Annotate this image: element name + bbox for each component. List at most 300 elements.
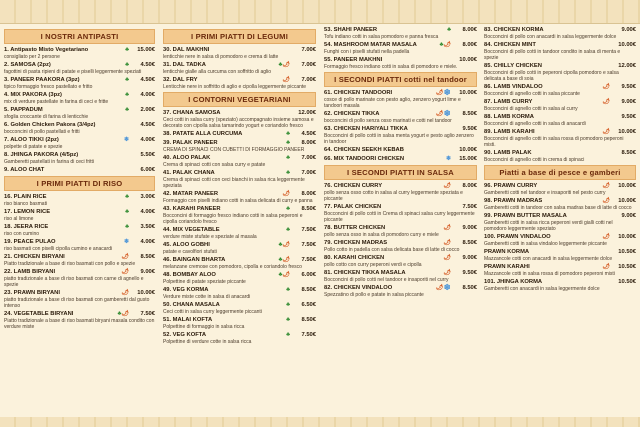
- menu-item-name: 79. CHICKEN MADRAS: [324, 239, 388, 246]
- section-title: I PRIMI PIATTI DI RISO: [4, 176, 155, 191]
- vegetarian-icon: ♣: [125, 61, 129, 68]
- menu-item-price: 7.00€: [301, 61, 316, 68]
- menu-item-name: 17. LEMON RICE: [4, 208, 51, 215]
- menu-item-price: 8.00€: [462, 41, 477, 48]
- menu-item: [324, 204, 477, 223]
- menu-item-name: 48. BOMBAY ALOO: [163, 271, 216, 278]
- menu-item-description: Ceci cotti in salsa curry (speziato) accompagnato insieme samosa e decorato con cipolla salsa tamarindo yogurt e coriandolo fresco: [163, 116, 314, 129]
- menu-item-price: 10.50€: [618, 263, 636, 270]
- menu-item: [4, 167, 155, 174]
- menu-item-name: 5. PAPPADUM: [4, 106, 43, 113]
- chili-pepper-icon: 🌶: [121, 253, 129, 260]
- menu-item-price: 12.00€: [618, 62, 636, 69]
- menu-item-name: 64. CHICKEN SEEKH KEBAB: [324, 146, 404, 153]
- menu-item-description: Gamberetti cotti nel tandoor e insaporiti nel pesto curry: [484, 189, 606, 196]
- menu-item-description: Bocconcini di pollo cotti in Crema di spinaci salsa curry leggermente piccante: [324, 210, 475, 223]
- menu-item-name: 19. PEACE PULAO: [4, 238, 56, 245]
- menu-item-price: 12.00€: [298, 109, 316, 116]
- vegetarian-icon: ♣: [125, 91, 129, 98]
- menu-item: [163, 242, 316, 255]
- menu-item: [324, 270, 477, 283]
- menu-item-price: 3.50€: [140, 223, 155, 230]
- vegetarian-icon: ♣: [286, 301, 290, 308]
- menu-item-name: 54. MASHROOM MATAR MASALA: [324, 41, 417, 48]
- menu-item-name: 76. CHICKEN CURRY: [324, 182, 383, 189]
- menu-item-description: Pollo cotto in padella con salsa delicata base di latte di cocco: [324, 246, 460, 253]
- menu-item-price: 8.50€: [462, 110, 477, 117]
- chili-pepper-icon: 🌶: [443, 254, 451, 261]
- vegetarian-icon: ♣: [125, 193, 129, 200]
- menu-item-price: 7.00€: [301, 76, 316, 83]
- menu-item-name: 50. CHANA MASALA: [163, 301, 220, 308]
- menu-item-price: 8.50€: [621, 149, 636, 156]
- menu-item: [4, 194, 155, 207]
- menu-item: [4, 122, 155, 135]
- frozen-icon: ❄: [123, 136, 129, 143]
- menu-item-price: 8.00€: [301, 190, 316, 197]
- menu-item-description: melanzane cremose con pomodoro, cipolla e coriandolo fresco: [163, 263, 302, 270]
- menu-item: [324, 183, 477, 202]
- menu-item-description: Gamberetti con anacardi in salsa leggermente dolce: [484, 285, 600, 292]
- menu-item-price: 8.50€: [301, 205, 316, 212]
- menu-item-description: sfoglia croccante di farina di lenticchie: [4, 113, 89, 120]
- menu-item-name: 84. CHICKEN MINT: [484, 41, 536, 48]
- menu-item-name: 8. JHINGA PAKORA (4/5pz): [4, 151, 79, 158]
- menu-item-name: 6. Golden Chicken Pakora (3/4pz): [4, 121, 96, 128]
- section-title: Piatti a base di pesce e gamberi: [484, 165, 636, 180]
- menu-item-name: 2. SAMOSA (2pz): [4, 61, 51, 68]
- vegetarian-icon: ♣: [439, 41, 444, 48]
- menu-item-description: lenticchie nere in salsa di pomodoro e crema di latte: [163, 53, 279, 60]
- menu-item-price: 7.00€: [301, 47, 316, 53]
- menu-column-1: [4, 27, 155, 419]
- menu-item: [324, 225, 477, 238]
- menu-item: [4, 77, 155, 90]
- vegetarian-icon: ♣: [125, 76, 129, 83]
- vegetarian-icon: ♣: [286, 130, 290, 137]
- menu-item-price: 4.00€: [140, 208, 155, 215]
- menu-item: [163, 62, 316, 75]
- menu-item-name: 62. CHICKEN TIKKA: [324, 110, 380, 117]
- chili-pepper-icon: 🌶: [435, 110, 444, 117]
- menu-item-price: 7.50€: [462, 203, 477, 210]
- chili-pepper-icon: 🌶: [282, 76, 290, 83]
- menu-item-price: 9.50€: [621, 113, 636, 120]
- menu-item: [4, 290, 155, 309]
- vegetarian-icon: ♣: [278, 61, 283, 68]
- menu-item-description: Mazzancole cotti in salsa rossa di pomodoro peperoni misti: [484, 270, 615, 277]
- chili-pepper-icon: 🌶: [121, 268, 129, 275]
- menu-item-price: 4.50€: [301, 130, 316, 137]
- vegetarian-icon: ♣: [125, 208, 129, 215]
- menu-item-description: Gamberetti cotti in tandoor con salsa madras base di latte di cocco: [484, 204, 632, 211]
- menu-item-description: pollo senza osso cotto in salsa al curry leggermente speziata e piccante: [324, 189, 463, 202]
- menu-item: [163, 302, 316, 315]
- menu-item-price: 9.50€: [621, 83, 636, 90]
- menu-item-price: 7.50€: [301, 256, 316, 263]
- menu-item-price: 15.00€: [459, 155, 477, 162]
- menu-item-description: verdure miste stufate e speziate al masala: [163, 233, 257, 240]
- menu-item-description: riso bianco basmati: [4, 200, 48, 207]
- menu-item: [484, 234, 636, 247]
- vegetarian-icon: ♣: [286, 331, 290, 338]
- menu-item-price: 4.00€: [140, 238, 155, 245]
- menu-item: [163, 257, 316, 270]
- menu-item-name: 81. CHICKEN TIKKA MASALA: [324, 269, 406, 276]
- menu-item-description: Formaggio fresco indiano cotti in salsa di pomodoro e miele.: [324, 63, 458, 70]
- menu-item-name: 42. MATAR PANEER: [163, 190, 219, 197]
- menu-item: [163, 110, 316, 129]
- menu-item-description: lenticchie gialle alla curcuma con soffritto di aglio: [163, 68, 272, 75]
- vegetarian-icon: ♣: [117, 310, 122, 317]
- frozen-icon: ❄: [443, 89, 451, 96]
- menu-item-description: Crema di spinaci cotti con ceci bianchi in salsa rica leggermente speziata: [163, 176, 305, 189]
- vegetarian-icon: ♣: [125, 106, 129, 113]
- menu-item-price: 7.50€: [301, 331, 316, 338]
- chili-pepper-icon: 🌶: [282, 271, 290, 278]
- menu-item: [484, 183, 636, 196]
- chili-pepper-icon: 🌶: [443, 41, 451, 48]
- menu-item-description: Bocconcini di agnello cotti in salsa al curry: [484, 105, 578, 112]
- menu-column-4: [484, 27, 636, 419]
- vegetarian-icon: ♣: [125, 223, 129, 230]
- menu-item: [484, 27, 636, 40]
- vegetarian-icon: ♣: [278, 256, 283, 263]
- menu-item-description: Bocconcini di pollo cotti in tandoor condito in salsa di menta e spezie: [484, 48, 621, 61]
- menu-item-price: 9.00€: [462, 254, 477, 261]
- menu-item-name: 83. CHICKEN KORMA: [484, 27, 544, 33]
- menu-item-name: 77. PALAK CHICKEN: [324, 203, 382, 210]
- menu-item-price: 10.00€: [618, 41, 636, 48]
- menu-item: [163, 47, 316, 60]
- menu-item-name: 49. VEG KORMA: [163, 286, 209, 293]
- menu-item-description: bocconcini di pollo pastellati e fritti: [4, 128, 80, 135]
- menu-item-price: 2.00€: [140, 106, 155, 113]
- menu-item-price: 7.50€: [140, 310, 155, 317]
- menu-item-price: 10.50€: [618, 278, 636, 285]
- menu-item: [163, 170, 316, 189]
- menu-item: [324, 111, 477, 124]
- menu-item-description: Bocconcini di pollo cotti in salsa menta yogurt e pesto aglio zenzero in tandoor: [324, 132, 474, 145]
- decorative-border-top: [0, 0, 640, 24]
- menu-item-name: 85. CHILLY CHICKEN: [484, 62, 542, 69]
- menu-item-name: 45. ALOO GOBHI: [163, 241, 210, 248]
- menu-item-name: 61. CHICKEN TANDOORI: [324, 89, 393, 96]
- chili-pepper-icon: 🌶: [443, 269, 451, 276]
- menu-item-name: 32. DAL FRY: [163, 76, 198, 83]
- chili-pepper-icon: 🌶: [602, 182, 610, 189]
- menu-item: [324, 156, 477, 163]
- section-title: I SECONDI PIATTI cotti nel tandoor: [324, 72, 477, 87]
- menu-item-price: 9.00€: [621, 27, 636, 33]
- menu-item: [484, 198, 636, 211]
- menu-item-description: Bocconcini di pollo cotti nel tandoor e insaporiti nel curry: [324, 276, 449, 283]
- menu-item: [163, 140, 316, 153]
- menu-item-name: PRAWN KORMA: [484, 248, 530, 255]
- menu-item-description: Crema di spinaci cotti con salsa curry e patate: [163, 161, 266, 168]
- menu-item-name: 87. LAMB CURRY: [484, 98, 533, 105]
- chili-pepper-icon: 🌶: [282, 256, 290, 263]
- vegetarian-icon: ♣: [278, 241, 283, 248]
- menu-item: [324, 57, 477, 70]
- menu-item: [163, 287, 316, 300]
- menu-item-name: 82. CHICKEN VINDALOO: [324, 284, 393, 291]
- menu-item-price: 7.00€: [301, 169, 316, 176]
- menu-item-name: 9. ALOO CHAT: [4, 166, 45, 173]
- menu-item: [163, 131, 316, 138]
- vegetarian-icon: ♣: [286, 139, 290, 146]
- menu-item-price: 9.50€: [462, 269, 477, 276]
- menu-item: [324, 126, 477, 145]
- menu-item-name: 52. VEG KOFTA: [163, 331, 207, 338]
- menu-item-description: Piatto tradizionale a base di riso basmati con pollo e spezie: [4, 260, 136, 267]
- menu-item: [4, 269, 155, 288]
- menu-item-description: Gamberetti cotti in salsa ricca peperoni verdi gialli cotti nel pomodoro leggermente speziato: [484, 219, 613, 232]
- menu-item-name: 51. MALAI KOFTA: [163, 316, 213, 323]
- menu-item-description: fagottini di pasta ripieni di patate e piselli leggermente speziati: [4, 68, 142, 75]
- chili-pepper-icon: 🌶: [602, 128, 610, 135]
- vegetarian-icon: ♣: [286, 154, 290, 161]
- menu-item-name: 86. LAMB VINDALOO: [484, 83, 543, 90]
- menu-item-name: 38. PATATE ALLA CURCUMA: [163, 130, 243, 137]
- menu-item-name: 21. CHICKEN BIRYANI: [4, 253, 65, 260]
- menu-item: [163, 155, 316, 168]
- frozen-icon: ❄: [123, 238, 129, 245]
- menu-item: [324, 255, 477, 268]
- menu-item-description: Bocconcini di agnello cotti in salsa di anacardi: [484, 120, 586, 127]
- menu-item-description: Bocconcini di pollo con anacardi in salsa leggermente dolce: [484, 33, 617, 40]
- menu-item-price: 6.50€: [301, 301, 316, 308]
- chili-pepper-icon: 🌶: [602, 98, 610, 105]
- menu-item: [4, 62, 155, 75]
- menu-item-description: Lenticchie nere in soffritto di aglio e cipolla leggermente piccante: [163, 83, 307, 90]
- menu-item-description: Tofu indiano cotti in salsa pomodoro e panna fresca: [324, 33, 439, 40]
- menu-item-name: 22. LAMB BIRYANI: [4, 268, 56, 275]
- vegetarian-icon: ♣: [286, 205, 290, 212]
- menu-item-name: 39. PALAK PANEER: [163, 139, 218, 146]
- menu-item-description: Formaggio con piselli indiano cotti in salsa delicata di curry e panna: [163, 197, 313, 204]
- menu-item-price: 7.50€: [301, 226, 316, 233]
- menu-item-description: Ceci cotti in salsa curry leggermente piccanti: [163, 308, 262, 315]
- menu-item: [4, 107, 155, 120]
- menu-item-price: 8.50€: [301, 316, 316, 323]
- menu-item-price: 8.00€: [462, 182, 477, 189]
- menu-item: [163, 206, 316, 225]
- menu-item: [324, 90, 477, 109]
- menu-item-price: 6.00€: [301, 271, 316, 278]
- menu-item-description: polpette di patate e spezie: [4, 143, 63, 150]
- menu-item: [484, 249, 636, 262]
- chili-pepper-icon: 🌶: [282, 61, 290, 68]
- menu-item: [484, 213, 636, 232]
- chili-pepper-icon: 🌶: [443, 239, 451, 246]
- menu-item: [163, 77, 316, 90]
- menu-item-description: pollo cotto con curry peperoni verdi e cipolla: [324, 261, 422, 268]
- vegetarian-icon: ♣: [286, 316, 290, 323]
- vegetarian-icon: ♣: [278, 271, 283, 278]
- menu-item-name: 7. ALOO TIKKI (2pz): [4, 136, 59, 143]
- menu-item-name: 31. DAL TADKA: [163, 61, 206, 68]
- chili-pepper-icon: 🌶: [435, 89, 444, 96]
- menu-item-price: 4.50€: [140, 76, 155, 83]
- menu-item-description: Polpettine di verdure cotte in salsa ricca: [163, 338, 252, 345]
- menu-item-price: 15.00€: [137, 47, 155, 53]
- menu-item-price: 8.50€: [462, 239, 477, 246]
- menu-item-price: 4.50€: [140, 121, 155, 128]
- menu-item: [4, 311, 155, 330]
- menu-item-description: tipico formaggio fresco pastellato e fritto: [4, 83, 93, 90]
- frozen-icon: ❄: [443, 110, 451, 117]
- menu-item-price: 10.00€: [459, 89, 477, 96]
- menu-item-price: 8.50€: [462, 284, 477, 291]
- menu-item-description: riso basmati con piselli cipolla cumino e anacardi: [4, 245, 113, 252]
- menu-item-price: 6.00€: [140, 166, 155, 173]
- menu-item: [484, 279, 636, 292]
- menu-item-price: 5.50€: [140, 151, 155, 158]
- menu-item: [484, 114, 636, 127]
- section-title: I SECONDI PIATTI IN SALSA: [324, 165, 477, 180]
- menu-item-price: 9.00€: [462, 224, 477, 231]
- menu-item-name: 66. MIX TANDOORI CHICKEN: [324, 155, 405, 162]
- menu-item-description: patate e cavolfiori stufati: [163, 248, 217, 255]
- chili-pepper-icon: 🌶: [602, 263, 610, 270]
- menu-item: [4, 92, 155, 105]
- menu-item: [4, 209, 155, 222]
- menu-item-name: 18. JEERA RICE: [4, 223, 49, 230]
- menu-item-name: 41. PALAK CHANA: [163, 169, 215, 176]
- menu-item-description: bocconcini di pollo senza osso marinati e cotti nel tandoor: [324, 117, 452, 124]
- menu-item-description: Spezzatino di pollo e patate in salsa piccante: [324, 291, 424, 298]
- menu-item-name: 80. KARAHI CHICKEN: [324, 254, 385, 261]
- menu-item-name: 101. JHINGA KORMA: [484, 278, 543, 285]
- frozen-icon: ❄: [443, 284, 451, 291]
- menu-item-name: 90. LAMB PALAK: [484, 149, 532, 156]
- menu-item-price: 3.00€: [140, 193, 155, 200]
- menu-item-name: 43. KARAHI PANEER: [163, 205, 221, 212]
- menu-item: [4, 224, 155, 237]
- menu-item-name: 55. PANEER MAKHNI: [324, 56, 383, 63]
- menu-item: [324, 240, 477, 253]
- menu-item-name: PRAWN KARAHI: [484, 263, 530, 270]
- menu-item: [4, 239, 155, 252]
- menu-item-price: 10.00€: [137, 289, 155, 296]
- vegetarian-icon: ♣: [125, 47, 129, 53]
- menu-item: [4, 152, 155, 165]
- menu-item-description: Polpettine di formaggio in salsa ricca: [163, 323, 245, 330]
- menu-item: [163, 191, 316, 204]
- chili-pepper-icon: 🌶: [282, 241, 290, 248]
- menu-item-description: mix di verdure pastellate in farina di ceci e fritte: [4, 98, 109, 105]
- menu-item-price: 7.50€: [301, 241, 316, 248]
- menu-item-description: Bocconcini di pollo cotti in peperoni cipolla pomodoro e salsa delicata a base di soia: [484, 69, 619, 82]
- menu-item: [484, 99, 636, 112]
- menu-item-price: 4.50€: [140, 61, 155, 68]
- menu-item: [324, 285, 477, 298]
- menu-item-name: 46. BAINGAN BHARTA: [163, 256, 226, 263]
- menu-item: [163, 272, 316, 285]
- menu-item: [4, 254, 155, 267]
- menu-item-name: 53. SHAHI PANEER: [324, 27, 378, 33]
- menu-item-description: Bocconcini di agnello cotti in crema di spinaci: [484, 156, 585, 163]
- menu-item-description: Mazzancole cotti con anacardi in salsa leggermente dolce: [484, 255, 613, 262]
- menu-item-description: consigliato per 2 persone: [4, 53, 60, 60]
- menu-item-name: 96. PRAWN CURRY: [484, 182, 538, 189]
- menu-item: [324, 42, 477, 55]
- menu-item-price: 4.00€: [140, 136, 155, 143]
- menu-item-description: Bocconcini di agnello cotti in salsa piccante: [484, 90, 580, 97]
- menu-item-price: 10.50€: [618, 248, 636, 255]
- menu-item-description: Gamberetti cotti in salsa vindaloo leggermente piccante: [484, 240, 607, 247]
- vegetarian-icon: ♣: [286, 286, 290, 293]
- menu-column-3: [324, 27, 477, 419]
- frozen-icon: ❄: [445, 155, 451, 162]
- menu-item: [163, 332, 316, 345]
- section-title: I NOSTRI ANTIPASTI: [4, 29, 155, 44]
- menu-item-name: 30. DAL MAKHNI: [163, 47, 210, 53]
- chili-pepper-icon: 🌶: [121, 310, 129, 317]
- menu-item-name: 88. LAMB KORMA: [484, 113, 534, 120]
- vegetarian-icon: ♣: [286, 169, 290, 176]
- chili-pepper-icon: 🌶: [435, 284, 444, 291]
- chili-pepper-icon: 🌶: [602, 83, 610, 90]
- menu-item-price: 10.00€: [459, 146, 477, 153]
- menu-item-price: 10.00€: [618, 233, 636, 240]
- menu-item-name: 99. PRAWN BUTTER MASALA: [484, 212, 567, 219]
- menu-item-price: 10.00€: [618, 182, 636, 189]
- menu-item-description: CREMA DI SPINACI CON CUBETTI DI FORMAGGIO PANEER: [163, 146, 305, 153]
- menu-item: [484, 129, 636, 148]
- menu-item-name: 98. PRAWN MADRAS: [484, 197, 543, 204]
- menu-item-name: 89. LAMB KARAHI: [484, 128, 535, 135]
- chili-pepper-icon: 🌶: [121, 289, 129, 296]
- menu-item-name: 100. PRAWN VINDALOO: [484, 233, 551, 240]
- menu-item-description: riso al limone: [4, 215, 34, 222]
- menu-item-price: 9.00€: [621, 212, 636, 219]
- menu-item-price: 10.00€: [618, 128, 636, 135]
- menu-item-name: 23. PRAWN BIRYANI: [4, 289, 60, 296]
- menu-item-description: piatto tradizionale a base di riso basmati con carne di agnello e spezie: [4, 275, 144, 288]
- menu-item: [4, 137, 155, 150]
- menu-item: [4, 47, 155, 60]
- vegetarian-icon: ♣: [286, 226, 290, 233]
- menu-item: [324, 147, 477, 154]
- menu-item-name: 4. MIX PAKORA (3pz): [4, 91, 62, 98]
- menu-item-description: Bocconcini di formaggio fresco indiano cotti in salsa peperoni e cipolla coriandolo fresco: [163, 212, 303, 225]
- menu-item-description: Gamberetti pastellati in farina di ceci fritti: [4, 158, 95, 165]
- menu-item-description: Polpettine di patate speziate piccante: [163, 278, 246, 285]
- vegetarian-icon: ♣: [447, 27, 451, 33]
- menu-item-name: 24. VEGETABLE BIRYANI: [4, 310, 74, 317]
- menu-item-price: 4.00€: [140, 91, 155, 98]
- menu-item-description: Piatto tradizionale a base di riso basmati biryani masala condito con verdure miste: [4, 317, 155, 330]
- menu-item: [324, 27, 477, 40]
- menu-item-description: riso con cumino: [4, 230, 40, 237]
- menu-item-description: Bocconcini di agnello cotti in salsa rossa di pomodoro peperoni misti.: [484, 135, 624, 148]
- menu-item-price: 8.00€: [462, 27, 477, 33]
- menu-item-name: 16. PLAIN RICE: [4, 193, 47, 200]
- menu-item-description: Verdure miste cotte in salsa di anacardi: [163, 293, 251, 300]
- section-title: I CONTORNI VEGETARIANI: [163, 92, 316, 107]
- menu-item: [163, 227, 316, 240]
- menu-item-price: 7.00€: [301, 154, 316, 161]
- menu-item-name: 40. ALOO PALAK: [163, 154, 211, 161]
- chili-pepper-icon: 🌶: [602, 197, 610, 204]
- menu-item-description: piatto tradizionale a base di riso basmati con gamberetti dal gusto intenso: [4, 296, 150, 309]
- menu-item: [163, 317, 316, 330]
- menu-item-price: 10.00€: [459, 56, 477, 63]
- menu-item-price: 8.00€: [301, 139, 316, 146]
- menu-item-description: cosce di pollo marinate con pesto aglio, zenzero yogurt lime e tandoori masala: [324, 96, 461, 109]
